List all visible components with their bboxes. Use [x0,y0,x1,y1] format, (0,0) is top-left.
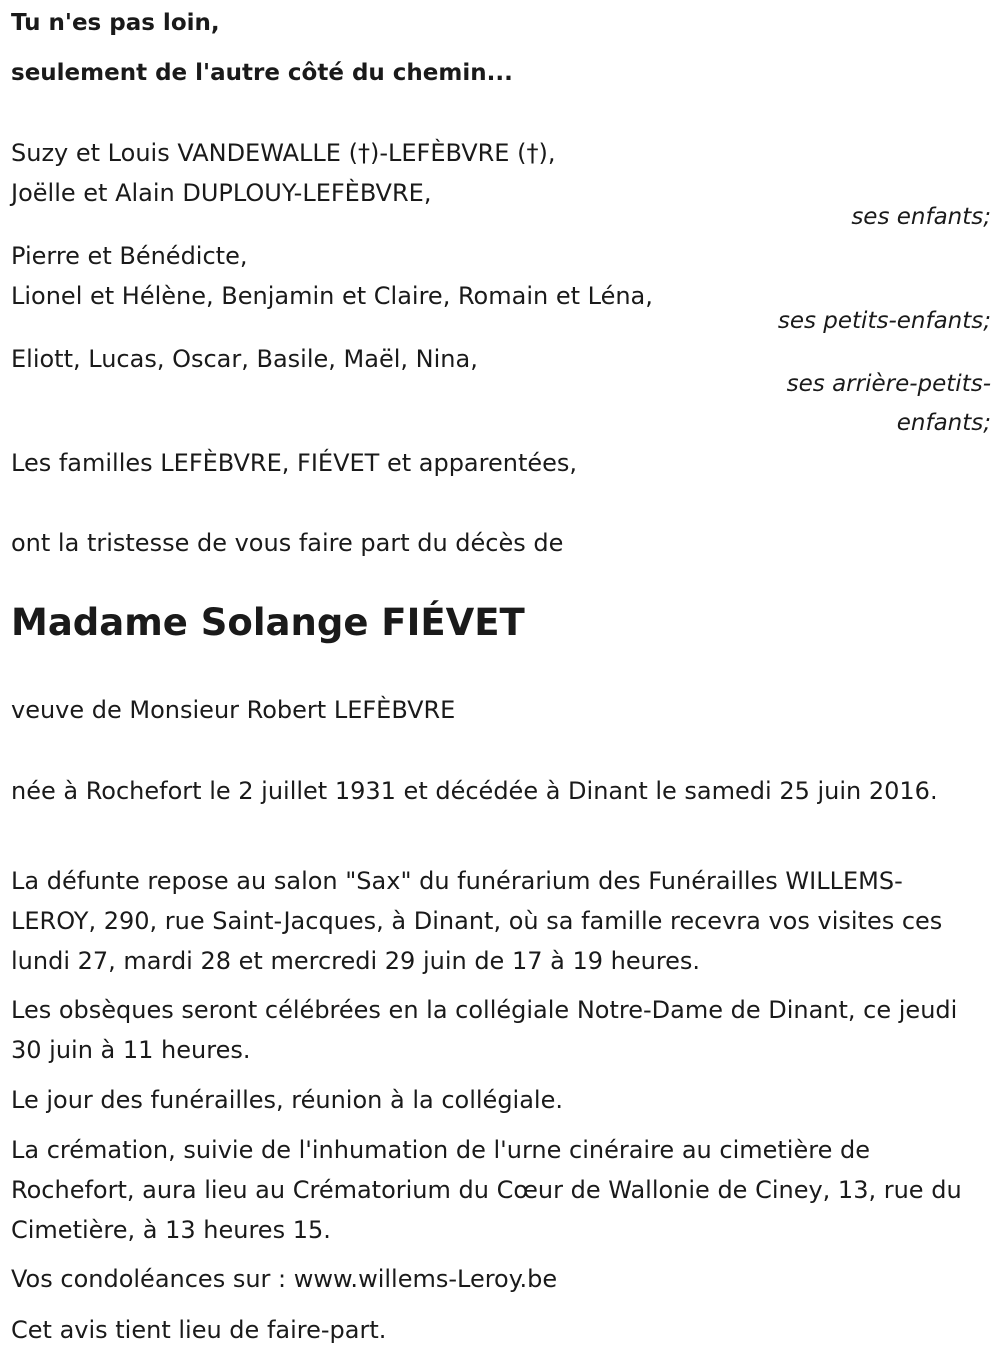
condolences-line: Vos condoléances sur : www.willems-Leroy.be [11,1265,558,1293]
widow-of: veuve de Monsieur Robert LEFÈBVRE [11,696,456,724]
children-label: ses enfants; [851,204,991,230]
deceased-name: Madame Solange FIÉVET [11,601,525,644]
great-grandchildren-label-2: enfants; [896,410,991,436]
grandchildren-line-1: Pierre et Bénédicte, [11,242,248,270]
funeral-paragraph: Les obsèques seront célébrées en la collégiale Notre-Dame de Dinant, ce jeudi 30 juin à 11 heures. [11,996,958,1064]
grandchildren-line-2: Lionel et Hélène, Benjamin et Claire, Romain et Léna, [11,282,653,310]
rest-paragraph: La défunte repose au salon "Sax" du funérarium des Funérailles WILLEMS-LEROY, 290, rue Saint-Jacques, à Dinant, où sa famille recevra vos visites ces lundi 27, mardi 28 et mercredi 29 juin de 17 à 19 heures. [11,867,943,975]
families-line: Les familles LEFÈBVRE, FIÉVET et apparentées, [11,449,578,477]
great-grandchildren-line-1: Eliott, Lucas, Oscar, Basile, Maël, Nina, [11,345,478,373]
announcement-intro: ont la tristesse de vous faire part du décès de [11,529,564,557]
children-line-1: Suzy et Louis VANDEWALLE (†)-LEFÈBVRE (†), [11,139,556,167]
great-grandchildren-label-1: ses arrière-petits- [786,371,991,397]
meeting-paragraph: Le jour des funérailles, réunion à la collégiale. [11,1086,563,1114]
notice-line: Cet avis tient lieu de faire-part. [11,1316,387,1344]
epigraph-line-1: Tu n'es pas loin, [11,10,220,36]
obituary-notice [11,0,991,1364]
children-line-2: Joëlle et Alain DUPLOUY-LEFÈBVRE, [11,179,432,207]
cremation-paragraph: La crémation, suivie de l'inhumation de l'urne cinéraire au cimetière de Rochefort, aura lieu au Crématorium du Cœur de Wallonie de Ciney, 13, rue du Cimetière, à 13 heures 15. [11,1136,962,1244]
grandchildren-label: ses petits-enfants; [777,308,991,334]
birth-death-paragraph: née à Rochefort le 2 juillet 1931 et décédée à Dinant le samedi 25 juin 2016. [11,777,938,805]
epigraph-line-2: seulement de l'autre côté du chemin... [11,60,513,86]
